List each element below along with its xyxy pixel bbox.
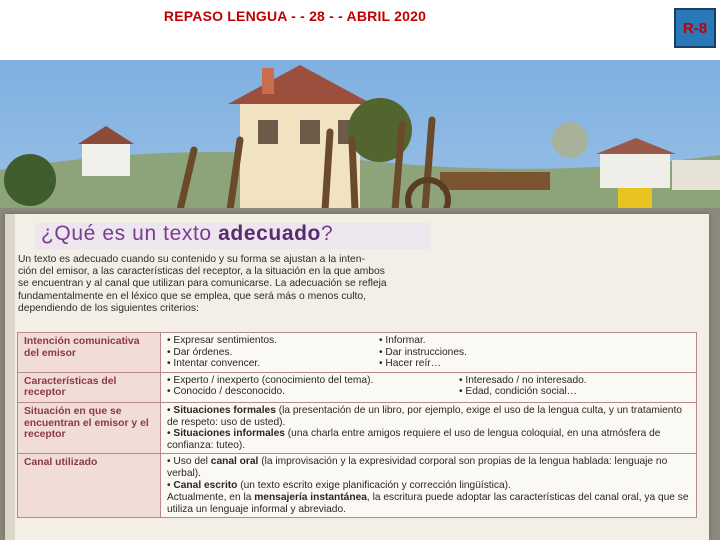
intro-line: dependiendo de los siguientes criterios: [18,302,199,314]
row-label: Características del receptor [18,373,161,402]
term-description: (una charla entre amigos requiere el uso de lengua coloquial, en una atmósfera de confianza: tuteo). [167,428,661,451]
heading-post: ? [320,222,334,245]
table-row [18,453,696,517]
term: canal oral [210,456,259,468]
heading-pre: ¿Qué es un texto [41,222,219,245]
list-item: • Informar. [379,335,690,347]
table-row [18,372,696,402]
heading-accent: adecuado [218,222,321,245]
list-item: • Dar órdenes. [167,347,379,359]
row-content [161,454,696,517]
table-row [18,333,696,372]
list-item: • Edad, condición social… [459,386,690,398]
list-item [167,428,690,451]
page-heading [41,222,333,246]
note-text: , la escritura puede adoptar las características del canal oral, ya que se utiliza un lenguaje informal y abreviado. [167,492,689,515]
list-item: • Expresar sentimientos. [167,335,379,347]
term: Situaciones formales [173,404,276,416]
badge-label: R-8 [682,19,708,37]
list-item: • Dar instrucciones. [379,347,690,359]
list-item: • Intentar convencer. [167,358,379,370]
intro-line: ción del emisor, a las características del receptor, a la situación en la que ambos [18,266,385,278]
note-prefix: Actualmente, en la [167,492,255,504]
row-label: Canal utilizado [18,454,161,517]
textbook-page [5,214,709,540]
slide-badge [674,8,716,48]
criteria-table [17,332,697,518]
list-item: • Experto / inexperto (conocimiento del tema). [167,375,459,387]
list-item: • Hacer reír… [379,358,690,370]
term-description: (la improvisación y la expresividad corporal son propias de la lengua hablada: lenguaje no verbal). [167,456,668,479]
note-paragraph [167,492,690,515]
list-item [167,405,690,428]
row-content [161,333,696,372]
row-content [161,403,696,453]
row-label: Intención comunicativa del emisor [18,333,161,372]
list-item [167,456,690,479]
list-item: • Interesado / no interesado. [459,375,690,387]
list-item [167,480,690,492]
term: Situaciones informales [173,428,285,440]
intro-line: se encuentran y al canal que utilizan para comunicarse. La adecuación se refleja [18,278,387,290]
list-item: • Conocido / desconocido. [167,386,459,398]
intro-line: Un texto es adecuado cuando su contenido y su forma se ajustan a la inten- [18,254,365,265]
row-label: Situación en que se encuentran el emisor y el receptor [18,403,161,453]
term-description: (un texto escrito exige planificación y corrección lingüística). [237,479,511,491]
term-description: (la presentación de un libro, por ejemplo, exige el uso de la lengua culta, y un tratamiento de respeto: uso de usted). [167,404,682,428]
slide-title: REPASO LENGUA - - 28 - - ABRIL 2020 [163,8,427,24]
term: Canal escrito [173,479,238,491]
term-prefix: Uso del [173,456,211,468]
intro-paragraph [18,254,446,315]
intro-line: fundamentalmente en el léxico que se emplea, que será más o menos culto, [18,290,367,302]
table-row [18,402,696,453]
page-edge [5,214,15,540]
row-content [161,373,696,402]
term: mensajería instantánea [254,492,367,504]
